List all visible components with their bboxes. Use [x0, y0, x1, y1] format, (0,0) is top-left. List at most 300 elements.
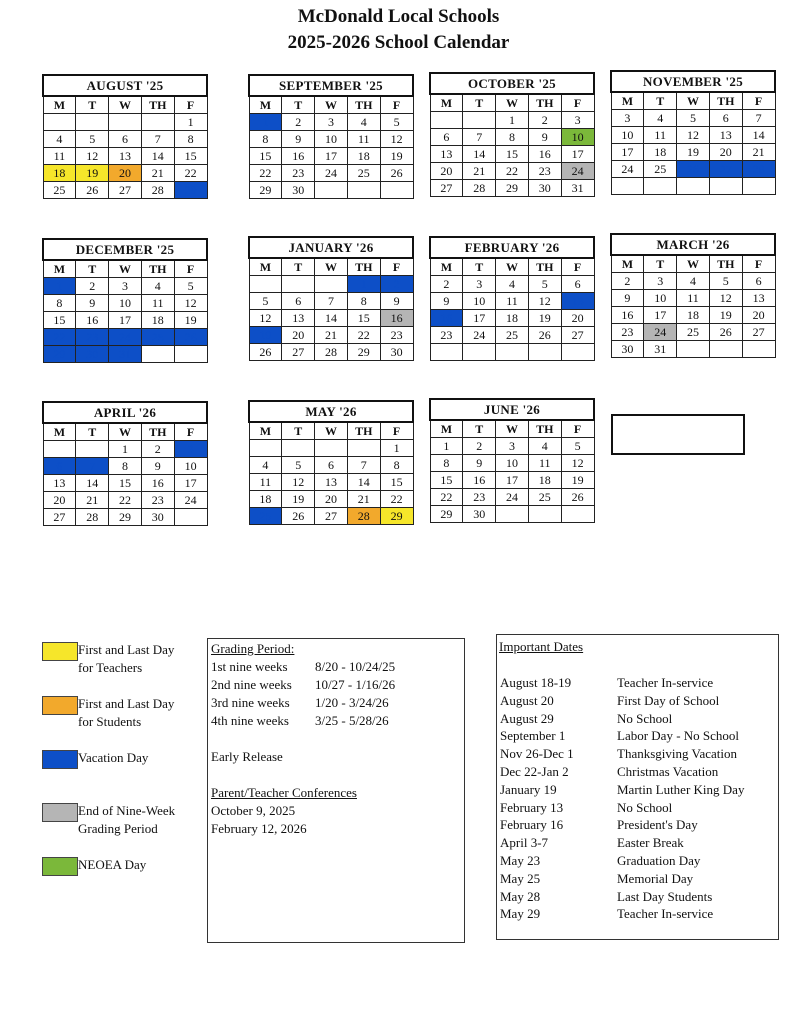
day-cell: 13 — [315, 474, 348, 491]
day-cell: 23 — [76, 329, 109, 346]
day-cell: 25 — [43, 182, 76, 199]
day-cell: 5 — [282, 457, 315, 474]
day-cell: 21 — [463, 163, 496, 180]
important-date: May 29 — [500, 906, 541, 922]
weekday-header: F — [380, 258, 413, 276]
weekday-header: M — [430, 258, 463, 276]
legend-label: Vacation Day — [78, 750, 149, 765]
day-cell: 15 — [380, 474, 413, 491]
day-cell: 27 — [109, 182, 142, 199]
day-cell: 12 — [76, 148, 109, 165]
weekday-header: F — [561, 420, 594, 438]
day-cell: 14 — [463, 146, 496, 163]
day-cell: 26 — [528, 327, 561, 344]
weekday-header: F — [742, 255, 775, 273]
weekday-header: M — [430, 94, 463, 112]
day-cell: 13 — [561, 293, 594, 310]
day-cell: 12 — [380, 131, 413, 148]
day-cell: 17 — [109, 312, 142, 329]
day-cell: 23 — [528, 163, 561, 180]
day-cell: 19 — [709, 307, 742, 324]
day-cell: 2 — [141, 441, 174, 458]
month-calendar — [248, 74, 414, 199]
day-cell: 1 — [249, 114, 282, 131]
day-cell: 9 — [611, 290, 644, 307]
legend-item — [42, 856, 202, 896]
weekday-header: T — [463, 94, 496, 112]
month-calendar — [248, 400, 414, 525]
legend-item — [42, 802, 202, 842]
day-cell: 14 — [76, 475, 109, 492]
day-cell: 21 — [141, 165, 174, 182]
day-cell: 5 — [249, 293, 282, 310]
day-cell — [282, 276, 315, 293]
day-cell: 11 — [677, 290, 710, 307]
day-cell: 2 — [380, 276, 413, 293]
month-calendar — [610, 70, 776, 195]
important-dates-box — [496, 634, 779, 940]
day-cell: 24 — [109, 329, 142, 346]
day-cell: 4 — [43, 131, 76, 148]
month-name: OCTOBER '25 — [430, 73, 594, 94]
day-cell: 16 — [282, 148, 315, 165]
day-cell: 25 — [249, 508, 282, 525]
weekday-header: TH — [528, 94, 561, 112]
day-cell: 17 — [561, 146, 594, 163]
day-cell: 18 — [141, 312, 174, 329]
day-cell: 21 — [315, 327, 348, 344]
weekday-header: F — [174, 260, 207, 278]
day-cell: 31 — [109, 346, 142, 363]
month-calendar — [42, 74, 208, 199]
day-cell: 12 — [174, 295, 207, 312]
day-cell: 10 — [109, 295, 142, 312]
legend-label: for Students — [78, 714, 142, 729]
day-cell: 13 — [709, 127, 742, 144]
weekday-header: M — [430, 420, 463, 438]
day-cell: 2 — [463, 438, 496, 455]
day-cell: 18 — [43, 165, 76, 182]
weekday-header: W — [315, 96, 348, 114]
day-cell: 27 — [315, 508, 348, 525]
weekday-header: TH — [141, 423, 174, 441]
day-cell: 9 — [380, 293, 413, 310]
month-calendar — [429, 236, 595, 361]
day-cell: 27 — [561, 327, 594, 344]
day-cell: 11 — [43, 148, 76, 165]
day-cell: 18 — [528, 472, 561, 489]
day-cell: 15 — [174, 148, 207, 165]
day-cell: 9 — [463, 455, 496, 472]
day-cell: 16 — [463, 472, 496, 489]
important-event: No School — [617, 799, 673, 815]
day-cell: 15 — [249, 148, 282, 165]
day-cell: 20 — [430, 163, 463, 180]
weekday-header: F — [742, 92, 775, 110]
weekday-header: T — [463, 420, 496, 438]
day-cell: 14 — [347, 474, 380, 491]
month-calendar — [429, 72, 595, 197]
day-cell: 19 — [677, 144, 710, 161]
weekday-header: T — [282, 258, 315, 276]
day-cell: 17 — [315, 148, 348, 165]
day-cell: 7 — [463, 129, 496, 146]
day-cell: 6 — [43, 458, 76, 475]
day-cell: 29 — [380, 508, 413, 525]
day-cell: 24 — [561, 163, 594, 180]
day-cell: 2 — [611, 273, 644, 290]
weekday-header: M — [43, 260, 76, 278]
day-cell: 17 — [174, 475, 207, 492]
day-cell: 26 — [677, 161, 710, 178]
day-cell: 28 — [347, 508, 380, 525]
grading-period-dates: 10/27 - 1/16/26 — [315, 677, 396, 692]
day-cell: 21 — [742, 144, 775, 161]
day-cell: 8 — [174, 131, 207, 148]
day-cell: 7 — [141, 131, 174, 148]
day-cell: 5 — [677, 110, 710, 127]
day-cell: 6 — [282, 293, 315, 310]
month-calendar — [42, 238, 208, 363]
day-cell: 9 — [528, 129, 561, 146]
legend-label: First and Last Day — [78, 696, 175, 711]
day-cell: 11 — [347, 131, 380, 148]
important-date: April 3-7 — [500, 835, 549, 851]
day-cell: 24 — [644, 324, 677, 341]
day-cell: 29 — [174, 182, 207, 199]
day-cell: 7 — [76, 458, 109, 475]
conference-date: February 12, 2026 — [211, 821, 307, 836]
day-cell — [430, 344, 463, 361]
day-cell — [174, 346, 207, 363]
day-cell: 22 — [430, 489, 463, 506]
grading-period-dates: 3/25 - 5/28/26 — [315, 713, 389, 728]
day-cell: 12 — [709, 290, 742, 307]
day-cell: 29 — [496, 180, 529, 197]
day-cell: 11 — [496, 293, 529, 310]
day-cell — [43, 114, 76, 131]
important-event: Easter Break — [617, 835, 684, 851]
day-cell: 17 — [463, 310, 496, 327]
day-cell: 11 — [249, 474, 282, 491]
day-cell: 30 — [611, 341, 644, 358]
month-name: JANUARY '26 — [249, 237, 413, 258]
day-cell: 24 — [611, 161, 644, 178]
day-cell — [174, 509, 207, 526]
day-cell: 10 — [496, 455, 529, 472]
important-event: Teacher In-service — [617, 906, 714, 922]
calendar-title-year: 2025-2026 School Calendar — [287, 32, 510, 53]
day-cell: 22 — [43, 329, 76, 346]
day-cell: 8 — [347, 293, 380, 310]
day-cell: 2 — [430, 276, 463, 293]
day-cell: 24 — [496, 489, 529, 506]
day-cell: 3 — [496, 438, 529, 455]
month-name: MARCH '26 — [611, 234, 775, 255]
month-name: APRIL '26 — [43, 402, 207, 423]
day-cell — [43, 441, 76, 458]
legend-swatch — [42, 750, 78, 769]
legend-label: for Teachers — [78, 660, 143, 675]
weekday-header: TH — [709, 92, 742, 110]
day-cell: 27 — [43, 509, 76, 526]
grading-period-box — [207, 638, 465, 943]
legend-swatch — [42, 642, 78, 661]
day-cell: 4 — [528, 438, 561, 455]
legend-label: First and Last Day — [78, 642, 175, 657]
day-cell: 16 — [380, 310, 413, 327]
day-cell: 16 — [528, 146, 561, 163]
day-cell — [709, 341, 742, 358]
legend-item — [42, 749, 202, 789]
day-cell: 21 — [76, 492, 109, 509]
day-cell: 18 — [347, 148, 380, 165]
day-cell: 10 — [174, 458, 207, 475]
day-cell: 29 — [43, 346, 76, 363]
day-cell: 25 — [644, 161, 677, 178]
weekday-header: M — [249, 96, 282, 114]
weekday-header: W — [109, 423, 142, 441]
day-cell — [141, 114, 174, 131]
conference-date: October 9, 2025 — [211, 803, 296, 818]
day-cell: 9 — [430, 293, 463, 310]
day-cell: 1 — [347, 276, 380, 293]
day-cell: 14 — [742, 127, 775, 144]
day-cell — [315, 276, 348, 293]
weekday-header: W — [109, 260, 142, 278]
day-cell — [644, 178, 677, 195]
day-cell: 8 — [43, 295, 76, 312]
day-cell — [528, 506, 561, 523]
day-cell — [528, 344, 561, 361]
legend-label: End of Nine-Week — [78, 803, 176, 818]
day-cell: 10 — [315, 131, 348, 148]
day-cell: 22 — [109, 492, 142, 509]
day-cell: 19 — [528, 310, 561, 327]
important-event: First Day of School — [617, 692, 720, 708]
day-cell: 23 — [282, 165, 315, 182]
day-cell — [463, 112, 496, 129]
day-cell: 13 — [742, 290, 775, 307]
day-cell: 13 — [109, 148, 142, 165]
day-cell: 25 — [496, 327, 529, 344]
day-cell: 20 — [282, 327, 315, 344]
day-cell: 15 — [430, 472, 463, 489]
day-cell: 10 — [644, 290, 677, 307]
day-cell: 20 — [709, 144, 742, 161]
weekday-header: W — [677, 92, 710, 110]
day-cell: 1 — [380, 440, 413, 457]
grading-heading: Grading Period: — [211, 641, 295, 656]
important-event: Labor Day - No School — [617, 728, 740, 744]
calendar-title-district: McDonald Local Schools — [297, 6, 500, 27]
grading-period-name: 2nd nine weeks — [211, 677, 292, 692]
day-cell: 14 — [315, 310, 348, 327]
day-cell: 13 — [430, 146, 463, 163]
day-cell: 23 — [430, 327, 463, 344]
day-cell: 20 — [315, 491, 348, 508]
important-dates-heading: Important Dates — [499, 639, 584, 654]
day-cell: 30 — [463, 506, 496, 523]
weekday-header: TH — [347, 96, 380, 114]
day-cell: 25 — [141, 329, 174, 346]
day-cell — [315, 182, 348, 199]
day-cell: 17 — [611, 144, 644, 161]
day-cell: 7 — [742, 110, 775, 127]
day-cell: 9 — [282, 131, 315, 148]
grading-period-dates: 8/20 - 10/24/25 — [315, 659, 396, 674]
day-cell: 27 — [742, 324, 775, 341]
day-cell: 24 — [174, 492, 207, 509]
day-cell: 26 — [174, 329, 207, 346]
day-cell: 22 — [347, 327, 380, 344]
weekday-header: TH — [141, 260, 174, 278]
day-cell: 8 — [430, 455, 463, 472]
weekday-header: TH — [347, 422, 380, 440]
grading-period-name: 3rd nine weeks — [211, 695, 290, 710]
day-cell: 6 — [430, 129, 463, 146]
weekday-header: F — [380, 96, 413, 114]
day-cell: 20 — [43, 492, 76, 509]
day-cell: 19 — [561, 472, 594, 489]
grading-period-dates: 1/20 - 3/24/26 — [315, 695, 389, 710]
important-date: August 20 — [500, 692, 554, 708]
day-cell: 2 — [528, 112, 561, 129]
day-cell — [496, 506, 529, 523]
grading-period-name: 1st nine weeks — [211, 659, 288, 674]
day-cell: 15 — [109, 475, 142, 492]
day-cell — [561, 344, 594, 361]
weekday-header: F — [174, 96, 207, 114]
day-cell: 6 — [315, 457, 348, 474]
day-cell: 10 — [463, 293, 496, 310]
day-cell — [141, 346, 174, 363]
weekday-header: F — [174, 423, 207, 441]
day-cell: 8 — [496, 129, 529, 146]
weekday-header: M — [611, 255, 644, 273]
day-cell: 8 — [380, 457, 413, 474]
day-cell: 22 — [496, 163, 529, 180]
day-cell — [282, 440, 315, 457]
day-cell: 30 — [141, 509, 174, 526]
day-cell: 10 — [561, 129, 594, 146]
day-cell — [76, 441, 109, 458]
day-cell: 5 — [561, 438, 594, 455]
day-cell: 15 — [43, 312, 76, 329]
day-cell: 3 — [463, 276, 496, 293]
day-cell: 5 — [76, 131, 109, 148]
day-cell: 16 — [430, 310, 463, 327]
day-cell: 12 — [677, 127, 710, 144]
day-cell: 15 — [347, 310, 380, 327]
legend-label: Grading Period — [78, 821, 158, 836]
important-event: No School — [617, 710, 673, 726]
day-cell: 19 — [174, 312, 207, 329]
important-date: January 19 — [500, 781, 557, 797]
weekday-header: W — [109, 96, 142, 114]
day-cell: 10 — [611, 127, 644, 144]
day-cell: 16 — [141, 475, 174, 492]
important-date: Nov 26-Dec 1 — [500, 746, 574, 762]
day-cell: 4 — [496, 276, 529, 293]
day-cell: 28 — [742, 161, 775, 178]
day-cell: 11 — [644, 127, 677, 144]
day-cell: 28 — [315, 344, 348, 361]
important-event: Graduation Day — [617, 853, 701, 868]
month-calendar — [248, 236, 414, 361]
day-cell: 19 — [380, 148, 413, 165]
day-cell: 12 — [282, 474, 315, 491]
empty-box — [611, 414, 745, 455]
day-cell: 18 — [249, 491, 282, 508]
day-cell: 6 — [742, 273, 775, 290]
day-cell: 8 — [109, 458, 142, 475]
day-cell — [347, 440, 380, 457]
day-cell: 19 — [76, 165, 109, 182]
day-cell: 27 — [430, 180, 463, 197]
day-cell: 26 — [709, 324, 742, 341]
day-cell: 28 — [76, 509, 109, 526]
weekday-header: TH — [528, 258, 561, 276]
important-event: Last Day Students — [617, 888, 713, 904]
day-cell: 26 — [282, 508, 315, 525]
day-cell: 6 — [561, 276, 594, 293]
day-cell: 24 — [315, 165, 348, 182]
day-cell: 28 — [141, 182, 174, 199]
weekday-header: T — [644, 255, 677, 273]
day-cell: 7 — [347, 457, 380, 474]
important-event: Teacher In-service — [617, 675, 714, 690]
day-cell: 3 — [109, 278, 142, 295]
day-cell: 15 — [496, 146, 529, 163]
day-cell — [742, 178, 775, 195]
day-cell: 24 — [463, 327, 496, 344]
day-cell: 5 — [528, 276, 561, 293]
day-cell: 5 — [380, 114, 413, 131]
day-cell: 3 — [174, 441, 207, 458]
weekday-header: TH — [347, 258, 380, 276]
important-date: May 23 — [500, 853, 541, 868]
month-name: MAY '26 — [249, 401, 413, 422]
legend-swatch — [42, 857, 78, 876]
weekday-header: W — [496, 420, 529, 438]
weekday-header: W — [677, 255, 710, 273]
day-cell: 11 — [141, 295, 174, 312]
month-name: FEBRUARY '26 — [430, 237, 594, 258]
important-event: Martin Luther King Day — [617, 781, 745, 797]
day-cell: 3 — [644, 273, 677, 290]
day-cell: 5 — [174, 278, 207, 295]
day-cell: 25 — [677, 324, 710, 341]
day-cell — [709, 178, 742, 195]
day-cell: 30 — [380, 344, 413, 361]
weekday-header: T — [282, 422, 315, 440]
day-cell: 30 — [282, 182, 315, 199]
day-cell: 11 — [528, 455, 561, 472]
weekday-header: M — [249, 258, 282, 276]
day-cell: 23 — [463, 489, 496, 506]
important-date: May 25 — [500, 870, 541, 886]
weekday-header: TH — [141, 96, 174, 114]
day-cell: 14 — [141, 148, 174, 165]
important-date: May 28 — [500, 888, 541, 904]
weekday-header: T — [76, 423, 109, 441]
day-cell: 6 — [709, 110, 742, 127]
important-date: Dec 22-Jan 2 — [500, 764, 569, 779]
weekday-header: T — [644, 92, 677, 110]
weekday-header: M — [611, 92, 644, 110]
weekday-header: M — [43, 96, 76, 114]
